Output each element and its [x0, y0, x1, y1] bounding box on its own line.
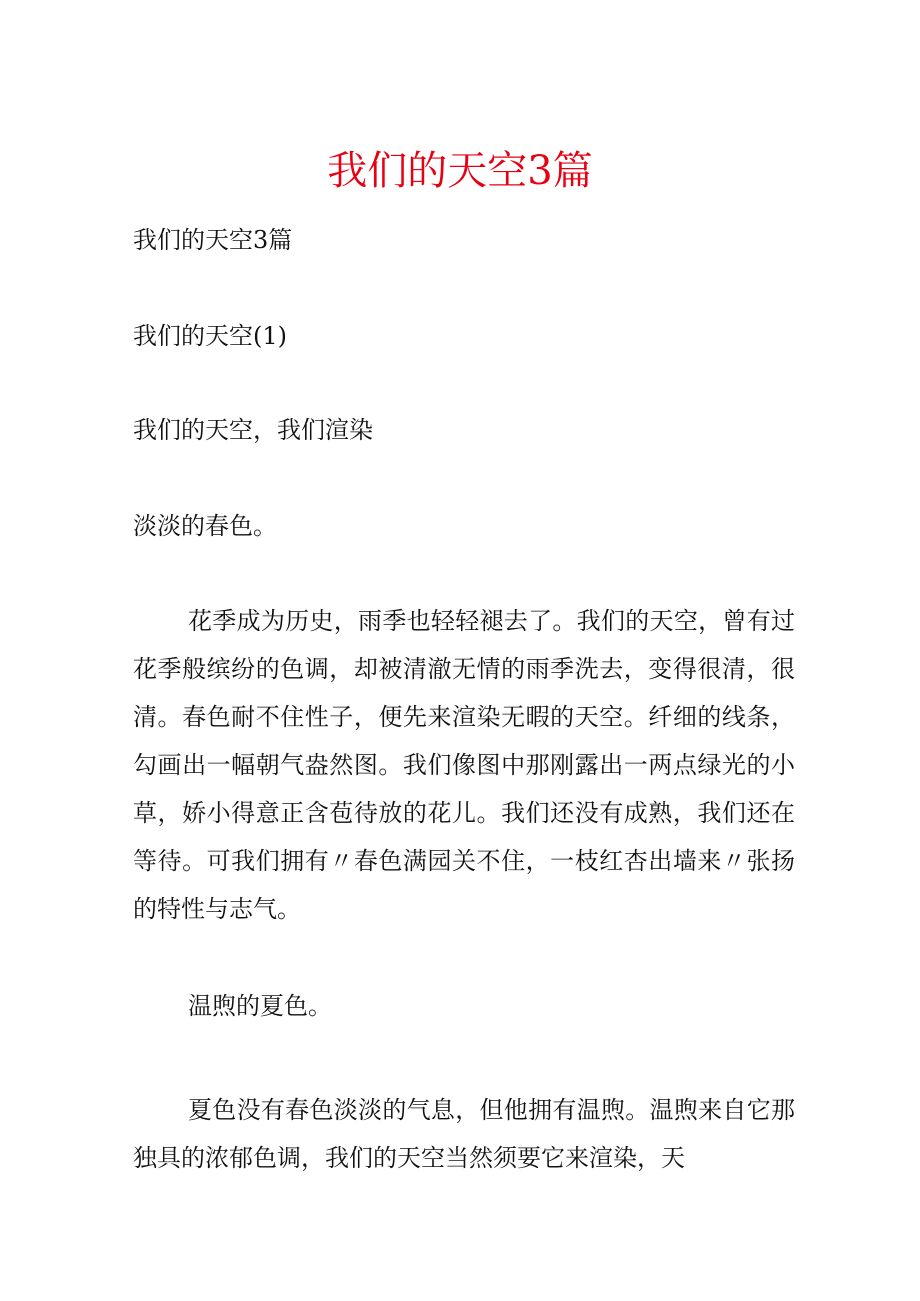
- paragraph-summer: 夏色没有春色淡淡的气息，但他拥有温煦。温煦来自它那独具的浓郁色调，我们的天空当然须要它来渲染，天: [133, 1096, 795, 1172]
- opening-line-2: 淡淡的春色。: [133, 512, 277, 540]
- opening-line-1: 我们的天空，我们渲染: [133, 416, 373, 444]
- section-heading: 我们的天空(1): [133, 322, 287, 350]
- document-title: 我们的天空3篇: [327, 148, 593, 194]
- heading-summer: 温煦的夏色。: [188, 992, 332, 1020]
- document-subtitle: 我们的天空3篇: [133, 226, 293, 254]
- paragraph-spring: 花季成为历史，雨季也轻轻褪去了。我们的天空，曾有过花季般缤纷的色调，却被清澈无情的雨季洗去，变得很清，很清。春色耐不住性子，便先来渲染无暇的天空。纤细的线条，勾画出一幅朝气盎然图。我们像图中那刚露出一两点绿光的小草，娇小得意正含苞待放的花儿。我们还没有成熟，我们还在等待。可我们拥有〃春色满园关不住，一枝红杏出墙来〃张扬的特性与志气。: [133, 607, 795, 923]
